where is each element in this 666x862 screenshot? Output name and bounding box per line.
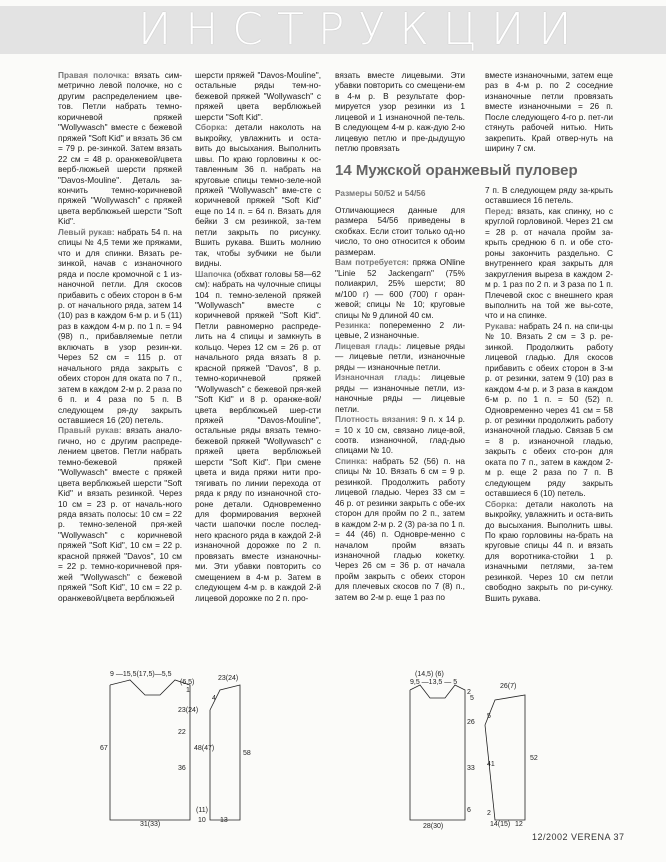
page-footer: 12/2002 VERENA 37 xyxy=(532,832,625,842)
paragraph: Отличающиеся данные для размера 54/56 приведены в скобках. Если стоит только од-но число, то оно относится к обоим размерам. xyxy=(335,205,465,257)
diagram-2-s3: 41 xyxy=(487,761,495,768)
diagram-1-top-dims: 9 —15,5(17,5)—5,5 xyxy=(110,671,172,678)
diagram-1-s4: 58 xyxy=(243,750,251,757)
paragraph: Лицевая гладь: лицевые ряды — лицевые петли, изнаночные ряды — изнаночные петли. xyxy=(335,340,466,372)
section-sizes: Размеры 50/52 и 54/56 xyxy=(335,188,426,198)
diagram-1-d6: 31(33) xyxy=(140,821,161,828)
column-3 xyxy=(335,205,465,602)
diagram-2-s4: 52 xyxy=(530,755,538,762)
paragraph: Правая полочка: вязать сим-метрично левой полочке, но с другим распределением цве-тов. Петли набрать темно-коричневой пряжей "Wollywasch" вместе с бежевой пряжей "Soft Kid" и вязать 36 см = 79 р. ре-зинкой. Затем вязать 22 см = 48 р. оранжевой/цвета верб-люжьей шерсти пряжей "Davos-Mouline". Деталь за-кончить темно-коричневой пряжей "Wollywasch" с пряжей цвета верблюжьей шерсти "Soft Kid". xyxy=(58,70,183,227)
page-title: ИНСТРУКЦИИ xyxy=(138,4,586,55)
diagram-2-top-dims: (14,5) (6) xyxy=(415,671,444,678)
diagram-2-d4: 33 xyxy=(467,765,475,772)
column-4-top xyxy=(485,70,613,154)
pullover-sleeve-outline xyxy=(485,695,525,820)
paragraph: Вам потребуется: пряжа ONline "Linie 52 Jackengarn" (75% полиакрил, 25% шерсти; 80 м/100 г) — 600 (700) г оран-жевой; спицы № 10; круговые спицы № 9 длиной 40 см. xyxy=(335,257,465,320)
diagram-2-top-dim2: 9,5 —13,5 — 5 xyxy=(410,679,458,686)
paragraph: Сборка: детали наколоть на выкройку, увлажнить и оста-вить до высыхания. Выполнить швы. По краю горловины к ос-тавленным 36 п. набрать на круговые спицы темно-зеле-ной пряжей "Wollywasch" вме-сте с коричневой пряжей "Soft Kid" еще по 14 п. = 64 п. Вязать для бейки 3 см резинкой, за-тем петли закрыть по рисунку. Вшить рукава. Вшить молнию так, чтобы зубчики не были видны. xyxy=(195,122,321,269)
paragraph: Шапочка (обхват головы 58—62 см): набрать на чулочные спицы 104 п. темно-зеленой пряжей "Wollywasch" вместе с коричневой пряжей "Soft Kid". Петли равномерно распреде-лить на 4 спицы и замкнуть в кольцо. Через 12 см = 26 р. от начального ряда вязать 8 р. красной пряжей "Davos", 8 р. темно-коричневой пряжей "Wollywasch" с бежевой пря-жей "Soft Kid" и 8 р. оранже-вой/цвета верблюжьей шер-сти пряжей "Davos-Mouline", остальные ряды вязать темно-бежевой пряжей "Wollywasch" с пряжей цвета верблюжьей шерсти "Soft Kid". При смене цвета и вида пряжи нити про-тягивать по линии перехода от ряда к ряду по изнаночной сто-роне детали. Одновременно для формирования верхней части шапочки после послед-него красного ряда в каждой 2-й изнаночной дорожке по 2 п. провязать вместе изнаночны-ми. Эти убавки повторить со смещением в 4-м р. Затем в следующем 4-м р. в каждой 2-й лицевой дорожке по 2 п. про- xyxy=(195,268,321,603)
diagram-2-s6: 14(15) xyxy=(490,821,511,828)
paragraph: Рукава: набрать 24 п. на спи-цы № 10. Вязать 2 см = 3 р. ре-зинкой. Продолжить работу лицевой гладью. Для скосов прибавить с обеих сторон в 3-м р. от резинки, затем 9 (10) раз в каждом 4-м р. и 3 раза в каждом 6-м р. по 1 п. = 50 (52) п. Одновременно через 41 см = 58 р. от резинки продолжить работу изнаночной гладью. Связав 5 см = 8 р. изнаночной гладью, закрыть с обеих сто-рон для оката по 7 п., затем в каждом 2-м р. еще 2 раза по 7 п. В следующем ряду закрыть оставшиеся 6 (10) петель. xyxy=(485,320,613,499)
diagram-1-d1: 1 xyxy=(186,687,190,694)
column-4 xyxy=(485,185,613,603)
diagram-cardigan xyxy=(90,670,320,830)
diagram-2-d1: 2 xyxy=(467,689,471,696)
paragraph: Правый рукав: вязать анало-гично, но с другим распреде-лением цветов. Петли набрать темно-бежевой пряжей "Wollywasch" вместе с пряжей цвета верблюжьей шерсти "Soft Kid" и вязать резинкой. Через 10 см = 23 р. от началь-ного ряда вязать полосы: 10 см = 22 р. темно-зеленой пря-жей "Wollywasch" с коричневой пряжей "Soft Kid", 10 см = 22 р. красной пряжей "Davos", 10 см = 22 р. темно-коричневой пря-жей "Wollywasch" с бежевой пряжей "Soft Kid", 10 см = 22 р. оранжевой/цвета верблюжьей xyxy=(58,425,182,603)
diagram-1-s2: 4 xyxy=(212,695,216,702)
diagram-1-s3: 48(47) xyxy=(194,745,215,752)
diagram-2-s5: 2 xyxy=(487,810,491,817)
diagram-2-d6: 28(30) xyxy=(423,823,444,830)
column-2 xyxy=(195,70,321,603)
paragraph: Спинка: набрать 52 (56) п. на спицы № 10. Вязать 6 см = 9 р. резинкой. Продолжить работу лицевой гладью. Через 33 см = 46 р. от резинки закрыть с обе-их сторон для пройм по 2 п., затем в каждом 2-м р. 2 (3) ра-за по 1 п. = 44 (46) п. Одновре-менно с началом пройм вязать изнаночной гладью кокетку. Через 26 см = 36 р. от начала пройм закрыть с обеих сторон для плечевых скосов по 7 (8) п., затем во 2-м р. еще 1 раз по xyxy=(335,455,465,602)
column-1 xyxy=(58,70,182,603)
pullover-body-outline xyxy=(410,685,465,820)
diagram-1-d2: 23(24) xyxy=(178,707,199,714)
paragraph: Плотность вязания: 9 п. х 14 р. = 10 х 10 см, связано лице-вой, соотв. изнаночной, глад-дью спицами № 10. xyxy=(335,414,465,456)
diagram-2-d2: 5 xyxy=(470,695,474,702)
diagram-1-s7: 13 xyxy=(220,817,228,824)
diagram-pullover xyxy=(395,670,625,830)
diagram-2-d5: 6 xyxy=(467,807,471,814)
paragraph: Изнаночная гладь: лицевые ряды — изнаночные петли, из-наночные ряды — лицевые петли. xyxy=(335,372,465,414)
diagram-1-d5: 67 xyxy=(100,745,108,752)
diagram-2-s2: 5 xyxy=(487,713,491,720)
diagram-1-s6: 10 xyxy=(198,817,206,824)
section-heading: 14 Мужской оранжевый пуловер xyxy=(335,162,578,179)
column-3-top xyxy=(335,70,465,154)
paragraph: Левый рукав: набрать 54 п. на спицы № 4,5 теми же пряжами, что и для спинки. Вязать ре-зинкой, начав с изнаночного ряда и после кромочной с 1 из-наночной петли. Для скосов прибавить с обеих сторон в 6-м р. от начального ряда, затем 14 (10) раз в каждом 6-м р. и 5 (11) раз в каждом 4-м р. по 1 п. = 94 (98) п., прибавляемые петли включать в узор резин-ки. Через 52 см = 115 р. от начального ряда закрыть с обеих сторон для оката по 7 п., затем в каждом 2-м р. 2 раза по 6 п. и 4 раза по 5 п. В следующем ря-ду закрыть оставшиеся 16 (20) петель. xyxy=(58,226,182,425)
paragraph: Перед: вязать, как спинку, но с круглой горловиной. Через 21 см = 28 р. от начала пройм за-крыть среднюю 6 п. и обе сто-роны закончить раздельно. С внутреннего края закрыть для закругления выреза в каждом 2-м р. 1 раз по 2 п. и 3 раза по 1 п. Плечевой скос с внешнего края выполнить на той же вы-соте, что и на спинке. xyxy=(485,205,613,321)
paragraph: вместе изнаночными, затем еще раз в 4-м р. по 2 соседние изнаночные петли провязать вместе изнаночными = 26 п. После следующего 4-го р. пет-ли стянуть рабочей нитью. Нить закрепить. Край отвер-нуть на ширину 7 см. xyxy=(485,70,613,154)
diagram-2-d3: 26 xyxy=(467,719,475,726)
paragraph: вязать вместе лицевыми. Эти убавки повторить со смещени-ем в 4-м р. В результате фор-мируется узор резинки из 1 лицевой и 1 изнаночной пе-тель. В следующем 4-м р. каж-дую 2-ю лицевую петлю и пре-дыдущую петлю провязать xyxy=(335,70,465,154)
paragraph: Сборка: детали наколоть на выкройку, увлажнить и оста-вить до высыхания. Выполнить швы. По краю горловины на-брать на круговые спицы 44 п. и вязать для воротника-стойки 1 р. изначными петлями, за-тем резинкой. Через 10 см петли свободно закрыть по ри-сунку. Вшить рукава. xyxy=(485,498,613,603)
diagram-2-s7: 12 xyxy=(515,821,523,828)
diagram-1-top-dim2: (6,5) xyxy=(180,679,195,686)
paragraph: шерсти пряжей "Davos-Mouline", остальные ряды тем-но-бежевой пряжей "Wollywasch" с пряжей цвета верблюжьей шерсти "Soft Kid". xyxy=(195,70,321,122)
paragraph: Резинка: попеременно 2 ли-цевые, 2 изнаночные. xyxy=(335,319,465,341)
diagram-1-d4: 36 xyxy=(178,765,186,772)
diagram-1-s1: 23(24) xyxy=(218,675,239,682)
diagram-1-d3: 22 xyxy=(178,729,186,736)
cardigan-sleeve-outline xyxy=(210,685,240,820)
paragraph: 7 п. В следующем ряду за-крыть оставшиеся 16 петель. xyxy=(485,185,613,206)
diagram-2-s1: 26(7) xyxy=(500,683,517,690)
cardigan-front-outline xyxy=(110,680,190,820)
diagram-1-s5: (11) xyxy=(196,807,208,814)
